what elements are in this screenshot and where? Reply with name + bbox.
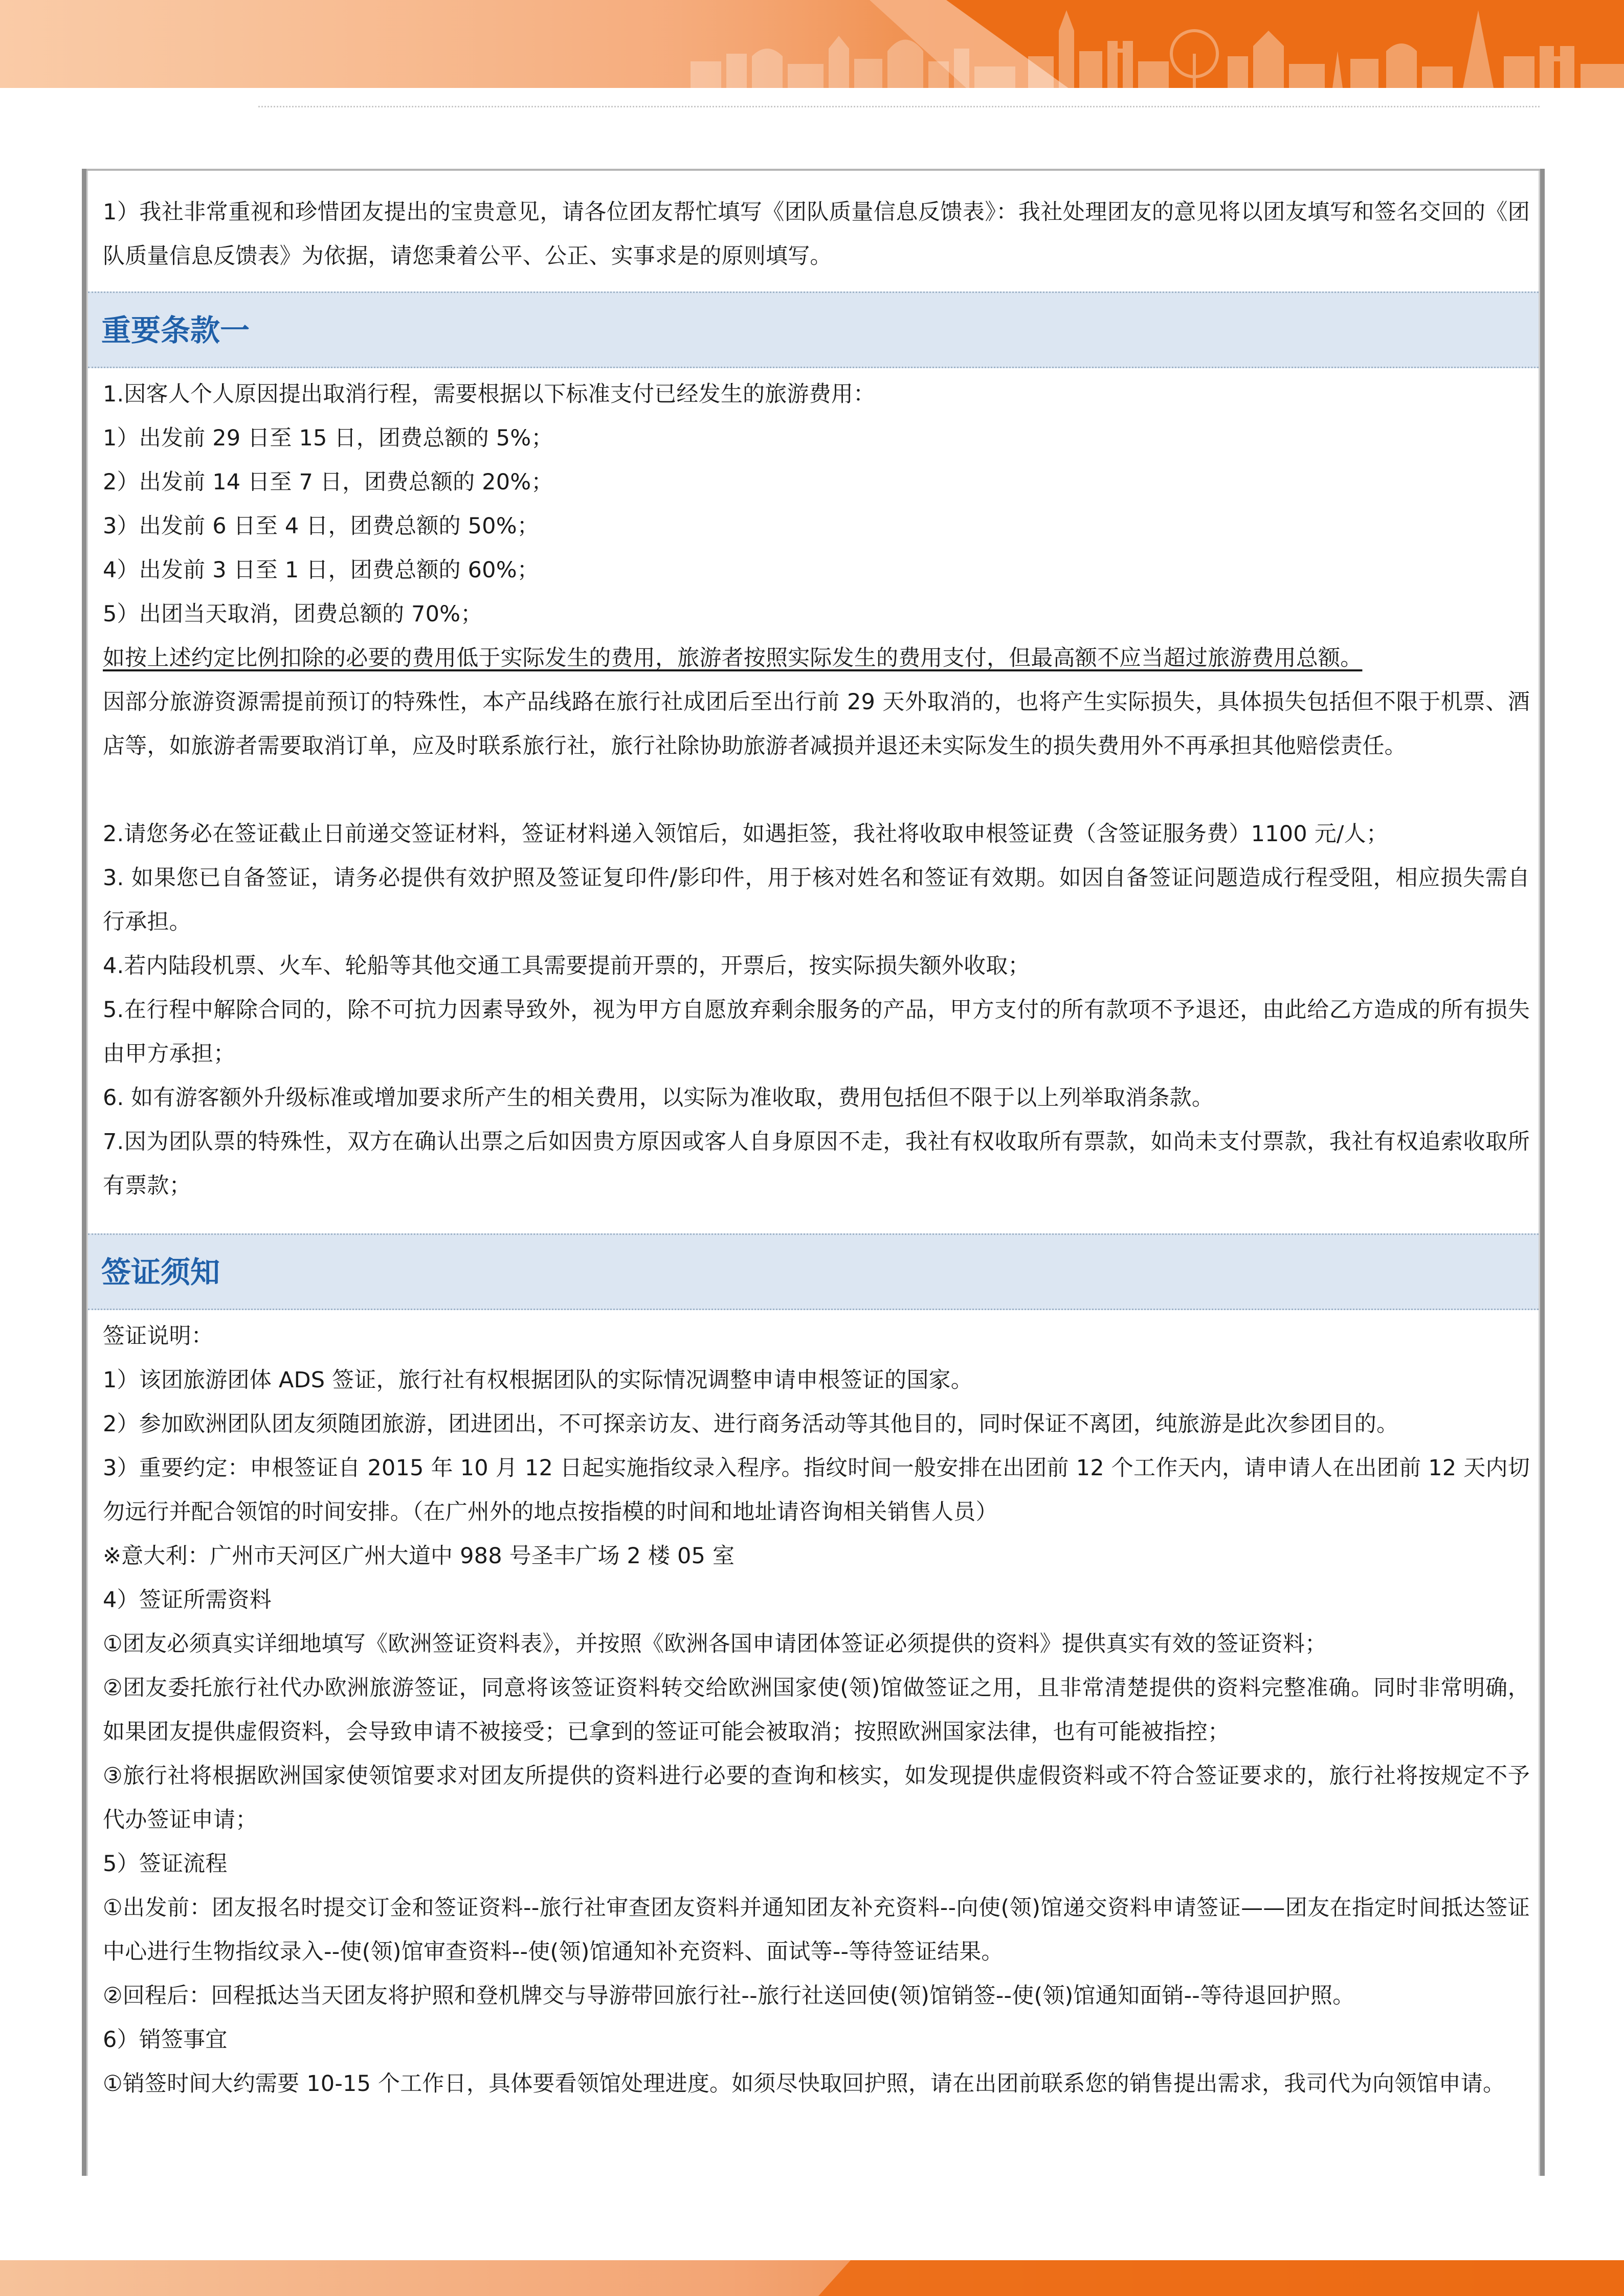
visa-item-4c: ③旅行社将根据欧洲国家使领馆要求对团友所提供的资料进行必要的查询和核实，如发现提供虚假资料或不符合签证要求的，旅行社将按规定不予代办签证申请；: [103, 1763, 1530, 1833]
visa-item-5: 5）签证流程: [103, 1851, 228, 1877]
visa-item-1: 1）该团旅游团体 ADS 签证，旅行社有权根据团队的实际情况调整申请申根签证的国家。: [103, 1367, 973, 1393]
cancel-intro: 1.因客人个人原因提出取消行程，需要根据以下标准支付已经发生的旅游费用：: [103, 381, 876, 407]
section-header-visa: [88, 1233, 1539, 1310]
cancel-cap-note: 如按上述约定比例扣除的必要的费用低于实际发生的费用，旅游者按照实际发生的费用支付，但最高额不应当超过旅游费用总额。: [103, 645, 1363, 671]
resource-paragraph: 因部分旅游资源需提前预订的特殊性，本产品线路在旅行社成团后至出行前 29 天外取消的，也将产生实际损失，具体损失包括但不限于机票、酒店等，如旅游者需要取消订单，应及时联系旅行社，旅行社除协助旅游者减损并退还未实际发生的损失费用外不再承担其他赔偿责任。: [103, 689, 1530, 759]
cancel-tier-1: 1）出发前 29 日至 15 日，团费总额的 5%；: [103, 425, 553, 451]
term-5: 5.在行程中解除合同的，除不可抗力因素导致外，视为甲方自愿放弃剩余服务的产品，甲方支付的所有款项不予退还，由此给乙方造成的所有损失由甲方承担；: [103, 997, 1530, 1067]
cancel-tier-4: 4）出发前 3 日至 1 日，团费总额的 60%；: [103, 557, 539, 583]
section-title: 签证须知: [101, 1255, 220, 1290]
feedback-paragraph: 1）我社非常重视和珍惜团友提出的宝贵意见，请各位团友帮忙填写《团队质量信息反馈表》：我社处理团友的意见将以团友填写和签名交回的《团队质量信息反馈表》为依据，请您秉着公平、公正、实事求是的原则填写。: [103, 199, 1530, 269]
term-6: 6. 如有游客额外升级标准或增加要求所产生的相关费用，以实际为准收取，费用包括但不限于以上列举取消条款。: [103, 1085, 1214, 1111]
term-7: 7.因为团队票的特殊性，双方在确认出票之后如因贵方原因或客人自身原因不走，我社有权收取所有票款，如尚未支付票款，我社有权追索收取所有票款；: [103, 1129, 1530, 1199]
visa-item-6: 6）销签事宜: [103, 2027, 228, 2053]
visa-item-3: 3）重要约定：申根签证自 2015 年 10 月 12 日起实施指纹录入程序。指纹时间一般安排在出团前 12 个工作天内，请申请人在出团前 12 天内切勿远行并配合领馆的时间安排。（在广州外的地点按指模的时间和地址请咨询相关销售人员）: [103, 1455, 1530, 1525]
visa-intro: 签证说明：: [103, 1323, 213, 1349]
frame-inner-left: [86, 169, 88, 2176]
section-title: 重要条款一: [101, 313, 250, 348]
visa-item-6a: ①销签时间大约需要 10-15 个工作日，具体要看领馆处理进度。如须尽快取回护照，请在出团前联系您的销售提出需求，我司代为向领馆申请。: [103, 2071, 1505, 2097]
term-2: 2.请您务必在签证截止日前递交签证材料，签证材料递入领馆后，如遇拒签，我社将收取申根签证费（含签证服务费）1100 元/人；: [103, 821, 1389, 847]
frame-top-line: [86, 169, 1540, 171]
visa-italy-address: ※意大利：广州市天河区广州大道中 988 号圣丰广场 2 楼 05 室: [103, 1543, 735, 1569]
cancel-tier-3: 3）出发前 6 日至 4 日，团费总额的 50%；: [103, 513, 539, 539]
visa-item-2: 2）参加欧洲团队团友须随团旅游，团进团出，不可探亲访友、进行商务活动等其他目的，同时保证不离团，纯旅游是此次参团目的。: [103, 1411, 1399, 1437]
visa-item-5b: ②回程后：回程抵达当天团友将护照和登机牌交与导游带回旅行社--旅行社送回使(领)馆销签--使(领)馆通知面销--等待退回护照。: [103, 1983, 1355, 2009]
cancel-tier-2: 2）出发前 14 日至 7 日，团费总额的 20%；: [103, 469, 553, 495]
top-banner: [0, 0, 1624, 88]
visa-item-4b: ②团友委托旅行社代办欧洲旅游签证，同意将该签证资料转交给欧洲国家使(领)馆做签证之用，且非常清楚提供的资料完整准确。同时非常明确，如果团友提供虚假资料，会导致申请不被接受；已拿到的签证可能会被取消；按照欧洲国家法律，也有可能被指控；: [103, 1675, 1530, 1745]
city-skyline-icon: [691, 0, 1624, 88]
visa-item-4: 4）签证所需资料: [103, 1587, 272, 1613]
frame-inner-right: [1539, 169, 1540, 2176]
cancel-tier-5: 5）出团当天取消，团费总额的 70%；: [103, 601, 483, 627]
visa-item-4a: ①团友必须真实详细地填写《欧洲签证资料表》，并按照《欧洲各国申请团体签证必须提供的资料》提供真实有效的签证资料；: [103, 1631, 1327, 1657]
bottom-banner: [0, 2260, 1624, 2296]
bottom-banner-diagonal: [818, 2260, 1624, 2296]
term-3: 3. 如果您已自备签证，请务必提供有效护照及签证复印件/影印件，用于核对姓名和签证有效期。如因自备签证问题造成行程受阻，相应损失需自行承担。: [103, 865, 1530, 935]
visa-item-5a: ①出发前：团友报名时提交订金和签证资料--旅行社审查团友资料并通知团友补充资料--向使(领)馆递交资料申请签证——团友在指定时间抵达签证中心进行生物指纹录入--使(领)馆审查资料--使(领)馆通知补充资料、面试等--等待签证结果。: [103, 1895, 1530, 1965]
content-frame: [82, 169, 1545, 2176]
section-header-important-terms: [88, 291, 1539, 368]
term-4: 4.若内陆段机票、火车、轮船等其他交通工具需要提前开票的，开票后，按实际损失额外收取；: [103, 953, 1030, 979]
header-dotted-rule: [258, 106, 1540, 107]
